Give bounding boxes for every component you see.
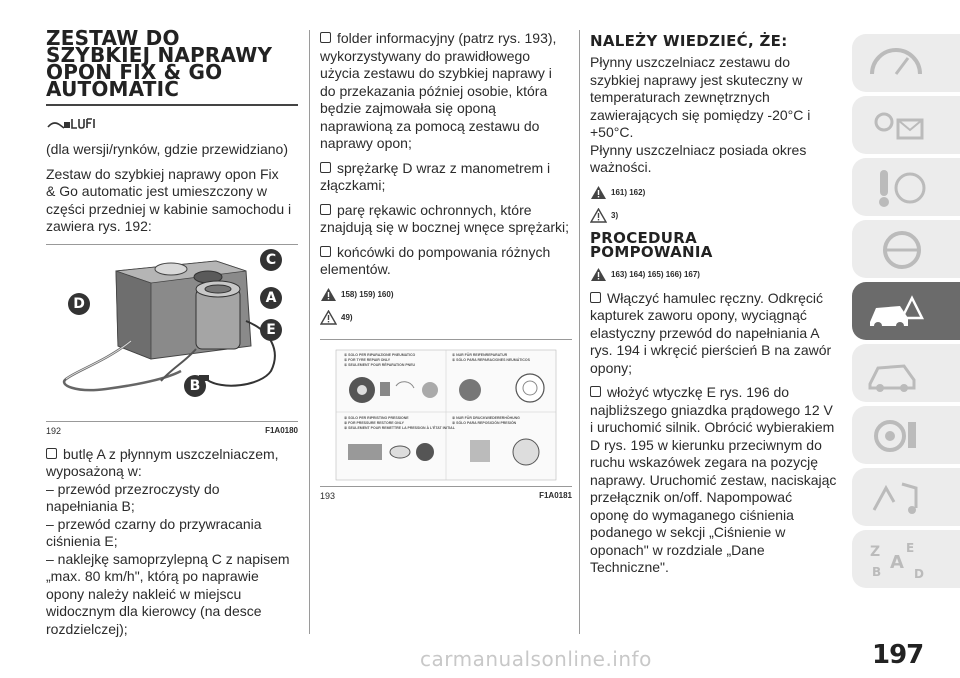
step-plug (590, 384, 840, 577)
text-line: ruchu wskazówek zegara na pozycję (590, 454, 819, 470)
warning-ref-1 (320, 287, 572, 302)
text-line: części przedniej w kabinie samochodu i (46, 200, 292, 217)
caution-ref-1 (320, 310, 572, 325)
dashboard-icon (866, 40, 926, 86)
warning-ref-text: 158) 159) 160) (341, 289, 394, 299)
text-line: do przekazania później osobie, która (320, 82, 548, 99)
index-icon (866, 536, 926, 582)
text-line: rozdzielczej); (46, 620, 128, 637)
warning-lights-icon (866, 102, 926, 148)
text-line: naprawioną za pomocą zestawu do (320, 117, 540, 134)
text-span: folder informacyjny (patrz rys. 193), (337, 30, 557, 46)
text-line: najbliższego gniazdka prądowego 12 V (590, 401, 833, 418)
callout-d: D (68, 293, 90, 315)
section-title-inflation (590, 228, 840, 261)
text-span: końcówki do pompowania różnych (337, 243, 551, 260)
text-line: elementów. (320, 261, 391, 277)
tab-emergency[interactable] (852, 282, 960, 340)
checkbox-bullet-icon (320, 162, 331, 173)
text-line: Płynny uszczelniacz posiada okres (590, 141, 807, 158)
folder-label: ① NUR FÜR REIFENREPARATUR (452, 352, 508, 357)
text-line: kapturek zaworu opony, wyciągnąć (590, 307, 807, 323)
title-line: OPON FIX & GO (46, 60, 223, 84)
bullet-folder (320, 30, 572, 153)
intro-paragraph (46, 166, 298, 236)
text-line: opony należy nakleić w miejscu (46, 585, 242, 602)
text-span: butlę A z płynnym uszczelniaczem, (63, 445, 279, 462)
text-line (590, 290, 840, 308)
text-line: i uruchomić silnik. Obrócić wybierakiem (590, 419, 835, 435)
caution-ref-text: 49) (341, 312, 353, 322)
figure-id: F1A0181 (539, 490, 572, 500)
key-safety-icon (866, 164, 926, 210)
warning-ref-text: 163) 164) 165) 166) 167) (611, 269, 700, 279)
temperature-paragraph (590, 54, 840, 177)
title-line: AUTOMATIC (46, 77, 180, 101)
section-title-note: NALEŻY WIEDZIEĆ, ŻE: (590, 32, 788, 50)
svg-text:Z: Z (870, 544, 881, 560)
text-line: temperaturach zewnętrznych (590, 89, 770, 105)
folder-label: ② NUR FÜR DRUCKWIEDERERHÖHUNG (452, 415, 520, 420)
text-span: Włączyć hamulec ręczny. Odkręcić (607, 289, 824, 306)
checkbox-bullet-icon (320, 204, 331, 215)
text-line: zawierających się pomiędzy -20°C i (590, 106, 811, 123)
caution-ref-2 (590, 208, 840, 223)
text-line: szybkiej naprawy jest skuteczny w (590, 71, 803, 88)
figure-number: 192 (46, 425, 62, 436)
checkbox-bullet-icon (590, 292, 601, 303)
bullet-bottle (46, 446, 298, 639)
car-maintenance-icon (866, 350, 926, 396)
text-span: włożyć wtyczkę E rys. 196 do (607, 384, 790, 400)
text-line (46, 446, 298, 464)
availability-note: (dla wersji/rynków, gdzie przewidziano) (46, 141, 288, 157)
text-line: Płynny uszczelniacz zestawu do (590, 54, 790, 70)
figure-number: 193 (320, 490, 336, 501)
text-line: będzie zajmowała się oponą (320, 100, 496, 116)
folder-label: ① SÓLO PARA REPARACIONES NEUMÁTICOS (452, 357, 530, 362)
text-line: znajdują się w bocznej wnęce sprężarki; (320, 219, 570, 235)
callout-c: C (260, 249, 282, 271)
figure-192 (46, 244, 298, 422)
multimedia-icon (866, 474, 926, 520)
caution-ref-text: 3) (611, 210, 619, 220)
text-line: elastyczny przewód do napełniania A (590, 324, 820, 341)
title-line: PROCEDURA (590, 228, 698, 247)
text-line: +50°C. (590, 124, 634, 140)
text-line: Techniczne". (590, 559, 669, 575)
folder-label: ① SEULEMENT POUR RÉPARATION PNEU (344, 362, 416, 367)
text-line: przełącznik on/off. Napompować (590, 489, 793, 505)
warning-triangle-icon (590, 267, 607, 282)
tab-index[interactable] (852, 530, 960, 588)
text-line: & Go automatic jest umieszczony w (46, 183, 267, 199)
text-line: ciśnienia E; (46, 533, 118, 549)
caution-triangle-icon (320, 310, 337, 325)
folder-label: ② SEULEMENT POUR REMETTRE LA PRESSION À L'ÉTAT INITIAL (344, 425, 455, 430)
caution-triangle-icon (590, 208, 607, 223)
steering-wheel-icon (866, 226, 926, 272)
checkbox-bullet-icon (46, 448, 57, 459)
callout-e: E (260, 319, 282, 341)
folder-label: ① FOR TYRE REPAIR ONLY (344, 357, 391, 362)
text-line: użycia zestawu do szybkiej naprawy i (320, 65, 552, 81)
text-line (320, 202, 572, 220)
warning-ref-3 (590, 267, 840, 282)
text-line: napełniania B; (46, 498, 135, 514)
text-line: wyposażoną w: (46, 463, 142, 479)
technical-data-icon (866, 412, 926, 458)
text-line: ważności. (590, 159, 652, 175)
figure-caption (320, 491, 572, 501)
title-line: ZESTAW DO (46, 26, 180, 50)
emergency-icon (866, 288, 926, 334)
warning-ref-2 (590, 185, 840, 200)
step-handbrake (590, 290, 840, 378)
svg-text:E: E (906, 541, 915, 555)
tab-driving[interactable] (852, 220, 960, 278)
title-line: SZYBKIEJ NAPRAWY (46, 43, 273, 67)
bullet-adapters (320, 244, 572, 279)
column-1 (46, 26, 298, 645)
text-line: oponach" w rozdziale „Dane (590, 541, 765, 558)
text-line: – przewód czarny do przywracania (46, 515, 262, 532)
text-line: „max. 80 km/h", którą po naprawie (46, 568, 259, 584)
text-line: Zestaw do szybkiej naprawy opon Fix (46, 165, 279, 182)
title-divider (46, 104, 298, 106)
title-line: POMPOWANIA (590, 242, 713, 261)
text-line: naprawy. Uruchomić zestaw, naciskając (590, 471, 837, 488)
column-3 (590, 30, 840, 584)
tab-warning-lights[interactable] (852, 96, 960, 154)
text-line: rys. 194 i wkręcić pierścień B na zawór (590, 342, 832, 358)
svg-text:D: D (914, 567, 924, 581)
column-divider (579, 30, 580, 634)
section-title-kit (46, 26, 298, 101)
column-2 (320, 30, 572, 511)
text-line: – przewód przezroczysty do (46, 480, 220, 497)
tab-dashboard[interactable] (852, 34, 960, 92)
text-line: złączkami; (320, 177, 386, 193)
text-line: zawiera rys. 192: (46, 218, 152, 234)
text-line: podanego w sekcji „Ciśnienie w (590, 524, 786, 540)
checkbox-bullet-icon (590, 386, 601, 397)
text-line (320, 244, 572, 262)
svg-text:B: B (872, 565, 882, 579)
folder-label: ② FOR PRESSURE RESTORE ONLY (344, 420, 404, 425)
warning-triangle-icon (590, 185, 607, 200)
text-line (320, 160, 572, 178)
warning-triangle-icon (320, 287, 337, 302)
callout-a: A (260, 287, 282, 309)
tab-multimedia[interactable] (852, 468, 960, 526)
text-line: opony; (590, 359, 633, 376)
text-line (590, 384, 840, 402)
watermark: carmanualsonline.info (420, 647, 652, 671)
text-line: wykorzystywany do prawidłowego (320, 47, 531, 64)
callout-b: B (184, 375, 206, 397)
figure-193 (320, 339, 572, 487)
checkbox-bullet-icon (320, 246, 331, 257)
column-divider (309, 30, 310, 634)
text-line (320, 30, 572, 48)
folder-label: ② SOLO PER RIPRISTINO PRESSIONE (344, 415, 409, 420)
page-number: 197 (872, 640, 924, 670)
warning-ref-text: 161) 162) (611, 187, 646, 197)
text-line: naprawy opon; (320, 135, 412, 151)
text-line: widocznym dla kierowcy (na desce (46, 603, 262, 619)
tab-safety[interactable] (852, 158, 960, 216)
text-span: sprężarkę D wraz z manometrem i (337, 159, 551, 176)
tab-maintenance[interactable] (852, 344, 960, 402)
text-line: oponę do wymaganego ciśnienia (590, 506, 794, 523)
checkbox-bullet-icon (320, 32, 331, 43)
figure-caption (46, 426, 298, 436)
folder-label: ① SOLO PER RIPARAZIONE PNEUMATICO (344, 352, 416, 357)
equipment-icon (46, 116, 298, 135)
figure-id: F1A0180 (265, 425, 298, 435)
svg-text:A: A (890, 552, 904, 573)
bullet-gloves (320, 202, 572, 237)
chapter-tabs (852, 34, 960, 592)
text-line: D rys. 195 w kierunku przeciwnym do (590, 436, 822, 453)
text-span: parę rękawic ochronnych, które (337, 201, 532, 218)
text-line: – naklejkę samoprzylepną C z napisem (46, 550, 290, 567)
folder-label: ② SÓLO PARA REPOSICIÓN PRESIÓN (452, 420, 517, 425)
tab-technical-data[interactable] (852, 406, 960, 464)
bullet-compressor (320, 160, 572, 195)
